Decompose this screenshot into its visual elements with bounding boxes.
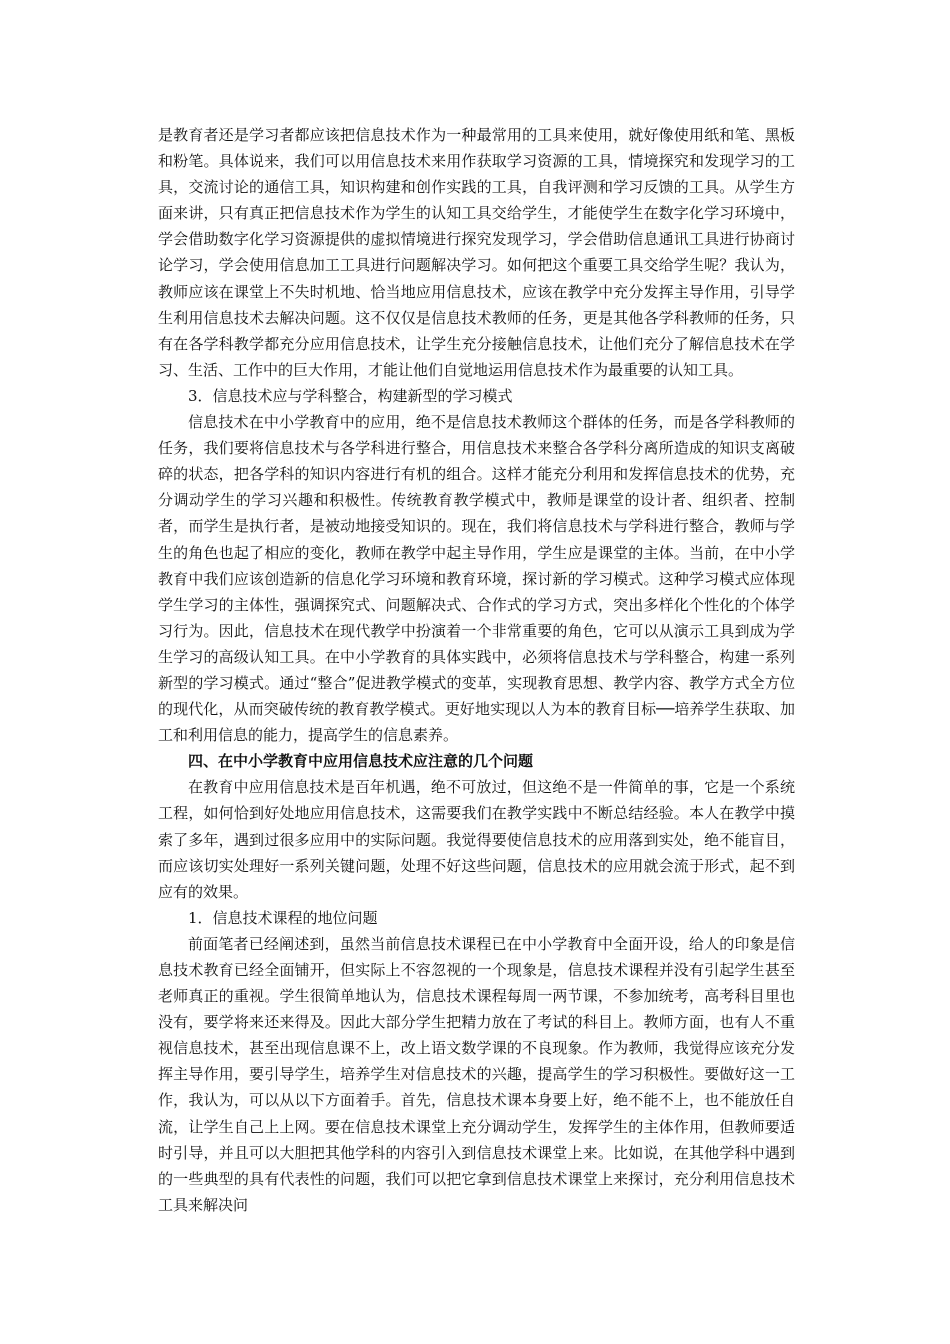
body-paragraph: 信息技术在中小学教育中的应用，绝不是信息技术教师这个群体的任务，而是各学科教师的任务，我们要将信息技术与各学科进行整合，用信息技术来整合各学科分离所造成的知识支离破碎的状态，把各学科的知识内容进行有机的组合。这样才能充分利用和发挥信息技术的优势，充分调动学生的学习兴趣和积极性。传统教育教学模式中，教师是课堂的设计者、组织者、控制者，而学生是执行者，是被动地接受知识的。现在，我们将信息技术与学科进行整合，教师与学生的角色也起了相应的变化，教师在教学中起主导作用，学生应是课堂的主体。当前，在中小学教育中我们应该创造新的信息化学习环境和教育环境，探讨新的学习模式。这种学习模式应体现学生学习的主体性，强调探究式、问题解决式、合作式的学习方式，突出多样化个性化的个体学习行为。因此，信息技术在现代教学中扮演着一个非常重要的角色，它可以从演示工具到成为学生学习的高级认知工具。在中小学教育的具体实践中，必须将信息技术与学科整合，构建一系列新型的学习模式。通过“整合”促进教学模式的变革，实现教育思想、教学内容、教学方式全方位的现代化，从而突破传统的教育教学模式。更好地实现以人为本的教育目标──培养学生获取、加工和利用信息的能力，提高学生的信息素养。: [158, 413, 795, 745]
section-heading: 四、在中小学教育中应用信息技术应注意的几个问题: [188, 752, 534, 771]
section-subheading: 1．信息技术课程的地位问题: [188, 908, 378, 927]
body-paragraph: 是教育者还是学习者都应该把信息技术作为一种最常用的工具来使用，就好像使用纸和笔、黑板和粉笔。具体说来，我们可以用信息技术来用作获取学习资源的工具，情境探究和发现学习的工具，交流讨论的通信工具，知识构建和创作实践的工具，自我评测和学习反馈的工具。从学生方面来讲，只有真正把信息技术作为学生的认知工具交给学生，才能使学生在数字化学习环境中，学会借助数字化学习资源提供的虚拟情境进行探究发现学习，学会借助信息通讯工具进行协商讨论学习，学会使用信息加工工具进行问题解决学习。如何把这个重要工具交给学生呢？我认为，教师应该在课堂上不失时机地、恰当地应用信息技术，应该在教学中充分发挥主导作用，引导学生利用信息技术去解决问题。这不仅仅是信息技术教师的任务，更是其他各学科教师的任务，只有在各学科教学都充分应用信息技术，让学生充分接触信息技术，让他们充分了解信息技术在学习、生活、工作中的巨大作用，才能让他们自觉地运用信息技术作为最重要的认知工具。: [158, 126, 795, 379]
body-paragraph: 在教育中应用信息技术是百年机遇，绝不可放过，但这绝不是一件简单的事，它是一个系统工程，如何恰到好处地应用信息技术，这需要我们在教学实践中不断总结经验。本人在教学中摸索了多年，遇到过很多应用中的实际问题。我觉得要使信息技术的应用落到实处，绝不能盲目，而应该切实处理好一系列关键问题，处理不好这些问题，信息技术的应用就会流于形式，起不到应有的效果。: [158, 778, 795, 901]
body-paragraph: 前面笔者已经阐述到，虽然当前信息技术课程已在中小学教育中全面开设，给人的印象是信息技术教育已经全面铺开，但实际上不容忽视的一个现象是，信息技术课程并没有引起学生甚至老师真正的重视。学生很简单地认为，信息技术课程每周一两节课，不参加统考，高考科目里也没有，要学将来还来得及。因此大部分学生把精力放在了考试的科目上。教师方面，也有人不重视信息技术，甚至出现信息课不上，改上语文数学课的不良现象。作为教师，我觉得应该充分发挥主导作用，要引导学生，培养学生对信息技术的兴趣，提高学生的学习积极性。要做好这一工作，我认为，可以从以下方面着手。首先，信息技术课本身要上好，绝不能不上，也不能放任自流，让学生自己上上网。要在信息技术课堂上充分调动学生，发挥学生的主体作用，但教师要适时引导，并且可以大胆把其他学科的内容引入到信息技术课堂上来。比如说，在其他学科中遇到的一些典型的具有代表性的问题，我们可以把它拿到信息技术课堂上来探讨，充分利用信息技术工具来解决问: [158, 934, 795, 1214]
document-page: [158, 122, 795, 1218]
section-subheading: 3．信息技术应与学科整合，构建新型的学习模式: [188, 386, 513, 405]
